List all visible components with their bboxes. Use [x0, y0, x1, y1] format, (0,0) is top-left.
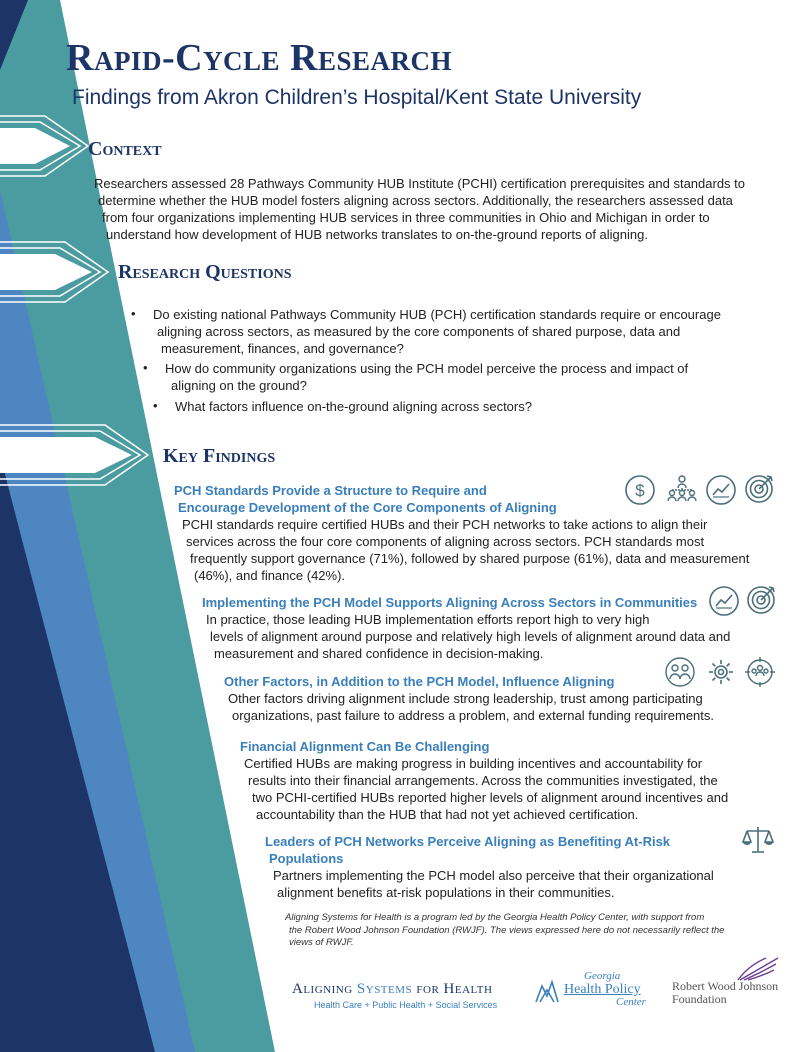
question-line: measurement, finances, and governance?	[161, 341, 404, 356]
finding-title: PCH Standards Provide a Structure to Require and	[174, 483, 487, 498]
finding-body	[244, 755, 728, 823]
logo-word: Aligning	[292, 981, 357, 997]
aligning-systems-logo	[292, 981, 497, 1010]
finding-line: accountability than the HUB that had not yet achieved certification.	[256, 807, 639, 822]
finding-title: Leaders of PCH Networks Perceive Aligning as Benefiting At-Risk	[265, 834, 671, 849]
footnote-line: views of RWJF.	[289, 937, 354, 948]
finding-line: levels of alignment around purpose and relatively high levels of alignment around data and	[210, 629, 731, 644]
footnote-line: the Robert Wood Johnson Foundation (RWJF). The views expressed here do not necessarily reflect the	[289, 924, 725, 936]
context-heading: Context	[88, 138, 162, 160]
logo-text	[292, 981, 497, 998]
context-line: understand how development of HUB networks translates to on-the-ground reports of aligning.	[106, 227, 648, 242]
finding-line: results into their financial arrangements. Across the communities investigated, the	[248, 773, 718, 788]
context-line: Researchers assessed 28 Pathways Community HUB Institute (PCHI) certification prerequisites and standards to	[94, 176, 746, 191]
finding-line: alignment benefits at-risk populations in their communities.	[277, 885, 615, 900]
logo-line: Georgia	[584, 970, 621, 982]
research-questions-heading: Research Questions	[118, 261, 292, 283]
chart-icon	[708, 585, 740, 617]
target-icon	[746, 583, 778, 615]
logo-line: Health Policy	[564, 982, 641, 997]
people-talk-icon	[664, 656, 696, 688]
rwjf-text	[672, 980, 778, 1006]
ghpc-emblem-icon	[534, 976, 560, 1004]
question-line: How do community organizations using the PCH model perceive the process and impact of	[165, 361, 689, 376]
dollar-icon	[624, 474, 656, 506]
page-title: Rapid-Cycle Research	[66, 37, 453, 79]
target-icon	[744, 472, 776, 504]
logo-line: Foundation	[672, 992, 727, 1006]
gear-icon	[705, 656, 737, 688]
finding-title: Populations	[269, 851, 344, 866]
context-line: from four organizations implementing HUB services in three communities in Ohio and Michigan in order to	[102, 210, 710, 225]
finding-line: services across the four core components of aligning across sectors. PCH standards most	[186, 534, 705, 549]
logo-word: Systems	[356, 981, 413, 997]
finding-line: Other factors driving alignment include strong leadership, trust among participating	[228, 691, 703, 706]
footnote	[285, 912, 785, 950]
question-line: aligning across sectors, as measured by the core components of shared purpose, data and	[157, 324, 681, 339]
finding-line: organizations, past failure to address a problem, and external funding requirements.	[232, 708, 715, 723]
finding-line: Certified HUBs are making progress in building incentives and accountability for	[244, 756, 703, 771]
finding-line: (46%), and finance (42%).	[194, 568, 346, 583]
people-network-icon	[666, 474, 698, 506]
finding-body	[206, 611, 730, 662]
question-line: What factors influence on-the-ground aligning across sectors?	[175, 399, 532, 414]
group-target-icon	[744, 656, 776, 688]
footnote-line: Aligning Systems for Health is a program led by the Georgia Health Policy Center, with support from	[285, 912, 705, 923]
finding-line: measurement and shared confidence in decision-making.	[214, 646, 544, 661]
scales-icon	[742, 824, 774, 856]
logo-word: for Health	[412, 981, 493, 997]
logo-line: Robert Wood Johnson	[672, 979, 779, 993]
finding-title: Implementing the PCH Model Supports Aligning Across Sectors in Communities	[202, 595, 698, 610]
finding-line: frequently support governance (71%), followed by shared purpose (61%), data and measurement	[190, 551, 750, 566]
ghpc-text	[560, 970, 660, 1009]
svg-text:$: $	[635, 481, 645, 500]
key-findings-heading: Key Findings	[163, 445, 276, 467]
page-subtitle: Findings from Akron Children’s Hospital/Kent State University	[72, 86, 642, 109]
finding-title: Other Factors, in Addition to the PCH Model, Influence Aligning	[224, 674, 615, 689]
finding-body	[273, 867, 714, 901]
finding-line: Partners implementing the PCH model also perceive that their organizational	[273, 868, 714, 883]
question-line: aligning on the ground?	[171, 378, 307, 393]
question-line: Do existing national Pathways Community HUB (PCH) certification standards require or encourage	[153, 307, 721, 322]
bullet: •	[131, 306, 136, 321]
finding-body	[228, 690, 714, 724]
context-line: determine whether the HUB model fosters aligning across sectors. Additionally, the researchers assessed data	[98, 193, 733, 208]
bullet: •	[143, 360, 148, 375]
finding-line: two PCHI-certified HUBs reported higher levels of alignment around incentives and	[252, 790, 729, 805]
finding-line: PCHI standards require certified HUBs and their PCH networks to take actions to align their	[182, 517, 708, 532]
logo-line: Center	[616, 996, 646, 1008]
chart-icon	[705, 474, 737, 506]
finding-title: Encourage Development of the Core Components of Aligning	[178, 500, 557, 515]
context-paragraph	[94, 175, 745, 243]
bullet: •	[153, 398, 158, 413]
finding-body	[182, 516, 749, 584]
finding-line: In practice, those leading HUB implementation efforts report high to very high	[206, 612, 650, 627]
finding-title: Financial Alignment Can Be Challenging	[240, 739, 490, 754]
logo-tagline: Health Care + Public Health + Social Services	[314, 1000, 498, 1010]
